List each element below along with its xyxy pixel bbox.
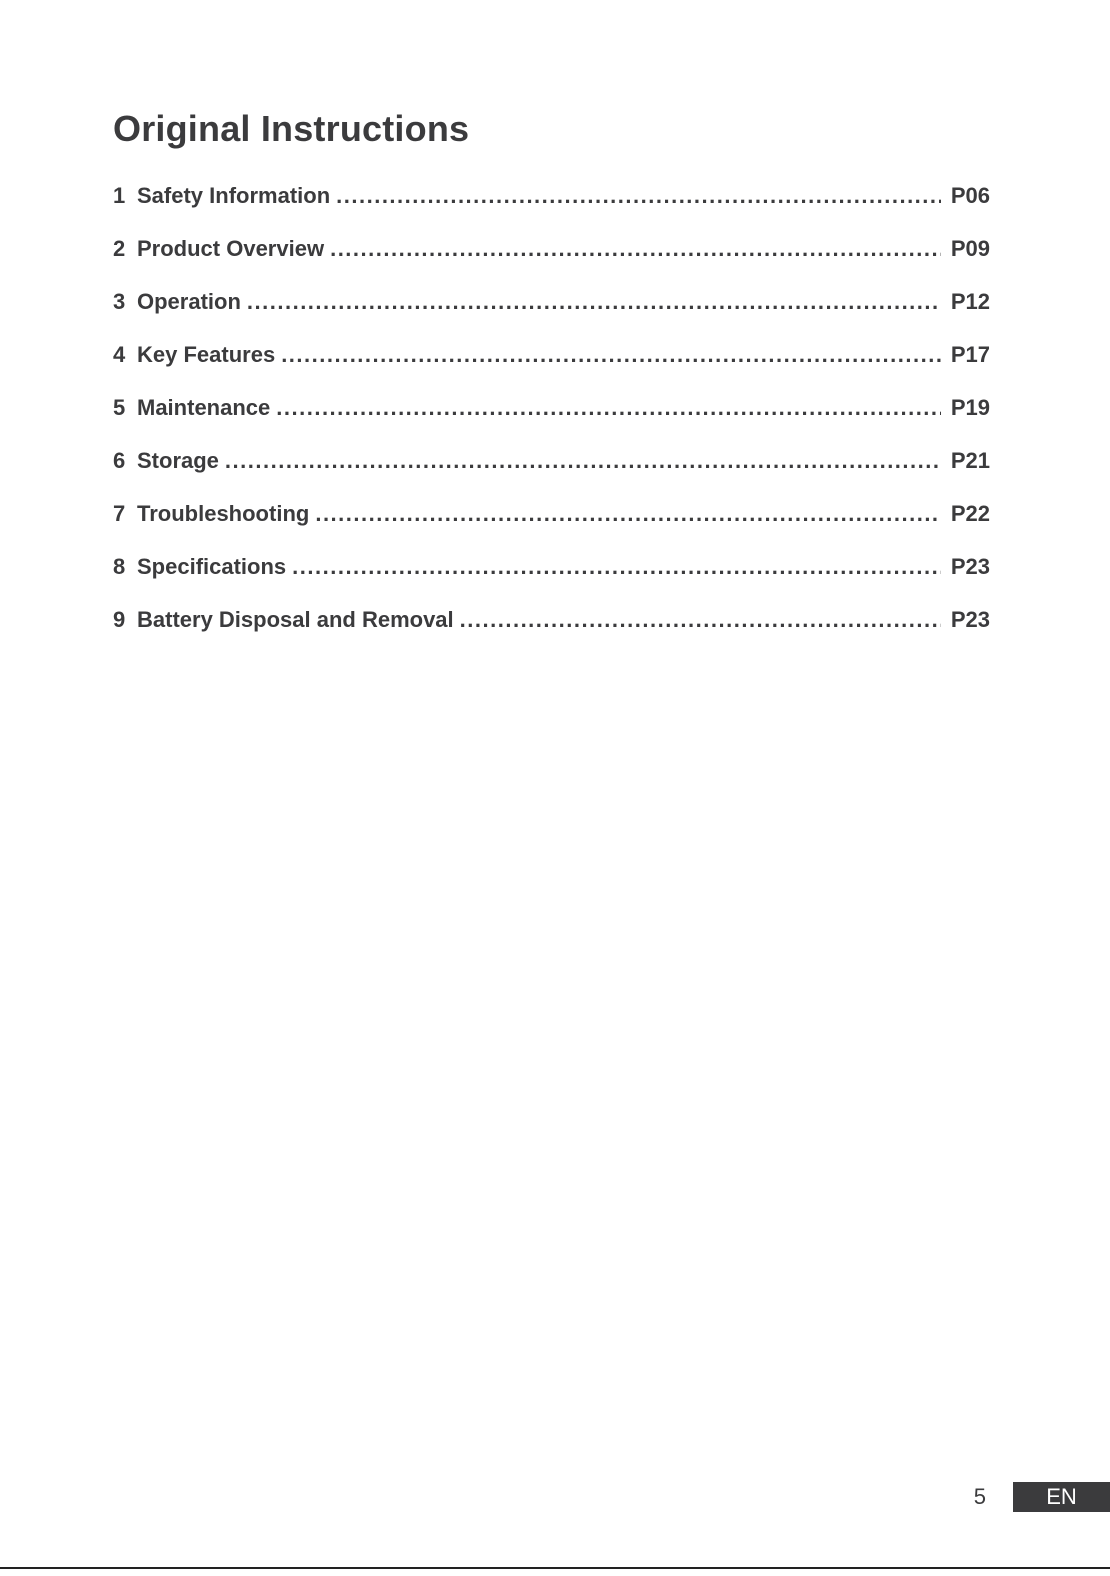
toc-entry-page: P19 [950,395,990,420]
toc-entry-key-features[interactable] [113,342,990,395]
toc-entry-page: P17 [950,342,990,367]
toc-entry-label: Battery Disposal and Removal [137,607,454,632]
toc-entry-number: 6 [113,448,126,473]
toc-entry-battery-disposal-and-removal[interactable] [113,607,990,660]
toc-entry-safety-information[interactable] [113,183,990,236]
page-title: Original Instructions [113,108,470,149]
toc-entry-product-overview[interactable] [113,236,990,289]
toc-entry-page: P12 [950,289,990,314]
toc-entry-number: 8 [113,554,126,579]
toc-entry-label: Storage [137,448,219,473]
language-tab [1013,1482,1110,1512]
toc-entry-number: 4 [113,342,126,367]
toc-dot-leader [247,289,941,315]
toc-entry-number: 7 [113,501,126,526]
toc-dot-leader [315,501,941,527]
toc-entry-number: 1 [113,183,126,208]
toc-entry-number: 5 [113,395,126,420]
toc-entry-label: Safety Information [137,183,331,208]
toc-entry-maintenance[interactable] [113,395,990,448]
toc-entry-page: P09 [950,236,990,261]
toc-entry-storage[interactable] [113,448,990,501]
toc-entry-page: P06 [950,183,990,208]
toc-entry-label: Maintenance [137,395,271,420]
toc-dot-leader [225,448,941,474]
toc-entry-number: 2 [113,236,126,261]
table-of-contents [113,183,990,660]
toc-dot-leader [276,395,941,421]
toc-entry-page: P23 [950,554,990,579]
language-label: EN [1046,1484,1077,1509]
toc-entry-number: 3 [113,289,126,314]
page-number: 5 [973,1484,986,1509]
toc-entry-specifications[interactable] [113,554,990,607]
toc-entry-operation[interactable] [113,289,990,342]
toc-dot-leader [330,236,941,262]
toc-entry-page: P23 [950,607,990,632]
toc-entry-page: P22 [950,501,990,526]
bottom-divider [0,1567,1110,1569]
toc-entry-label: Product Overview [137,236,325,261]
toc-entry-label: Troubleshooting [137,501,310,526]
toc-entry-label: Key Features [137,342,276,367]
toc-entry-troubleshooting[interactable] [113,501,990,554]
toc-entry-label: Specifications [137,554,287,579]
toc-dot-leader [281,342,941,368]
toc-dot-leader [336,183,941,209]
toc-dot-leader [292,554,941,580]
toc-entry-label: Operation [137,289,241,314]
toc-entry-number: 9 [113,607,126,632]
toc-dot-leader [460,607,941,633]
toc-entry-page: P21 [950,448,990,473]
